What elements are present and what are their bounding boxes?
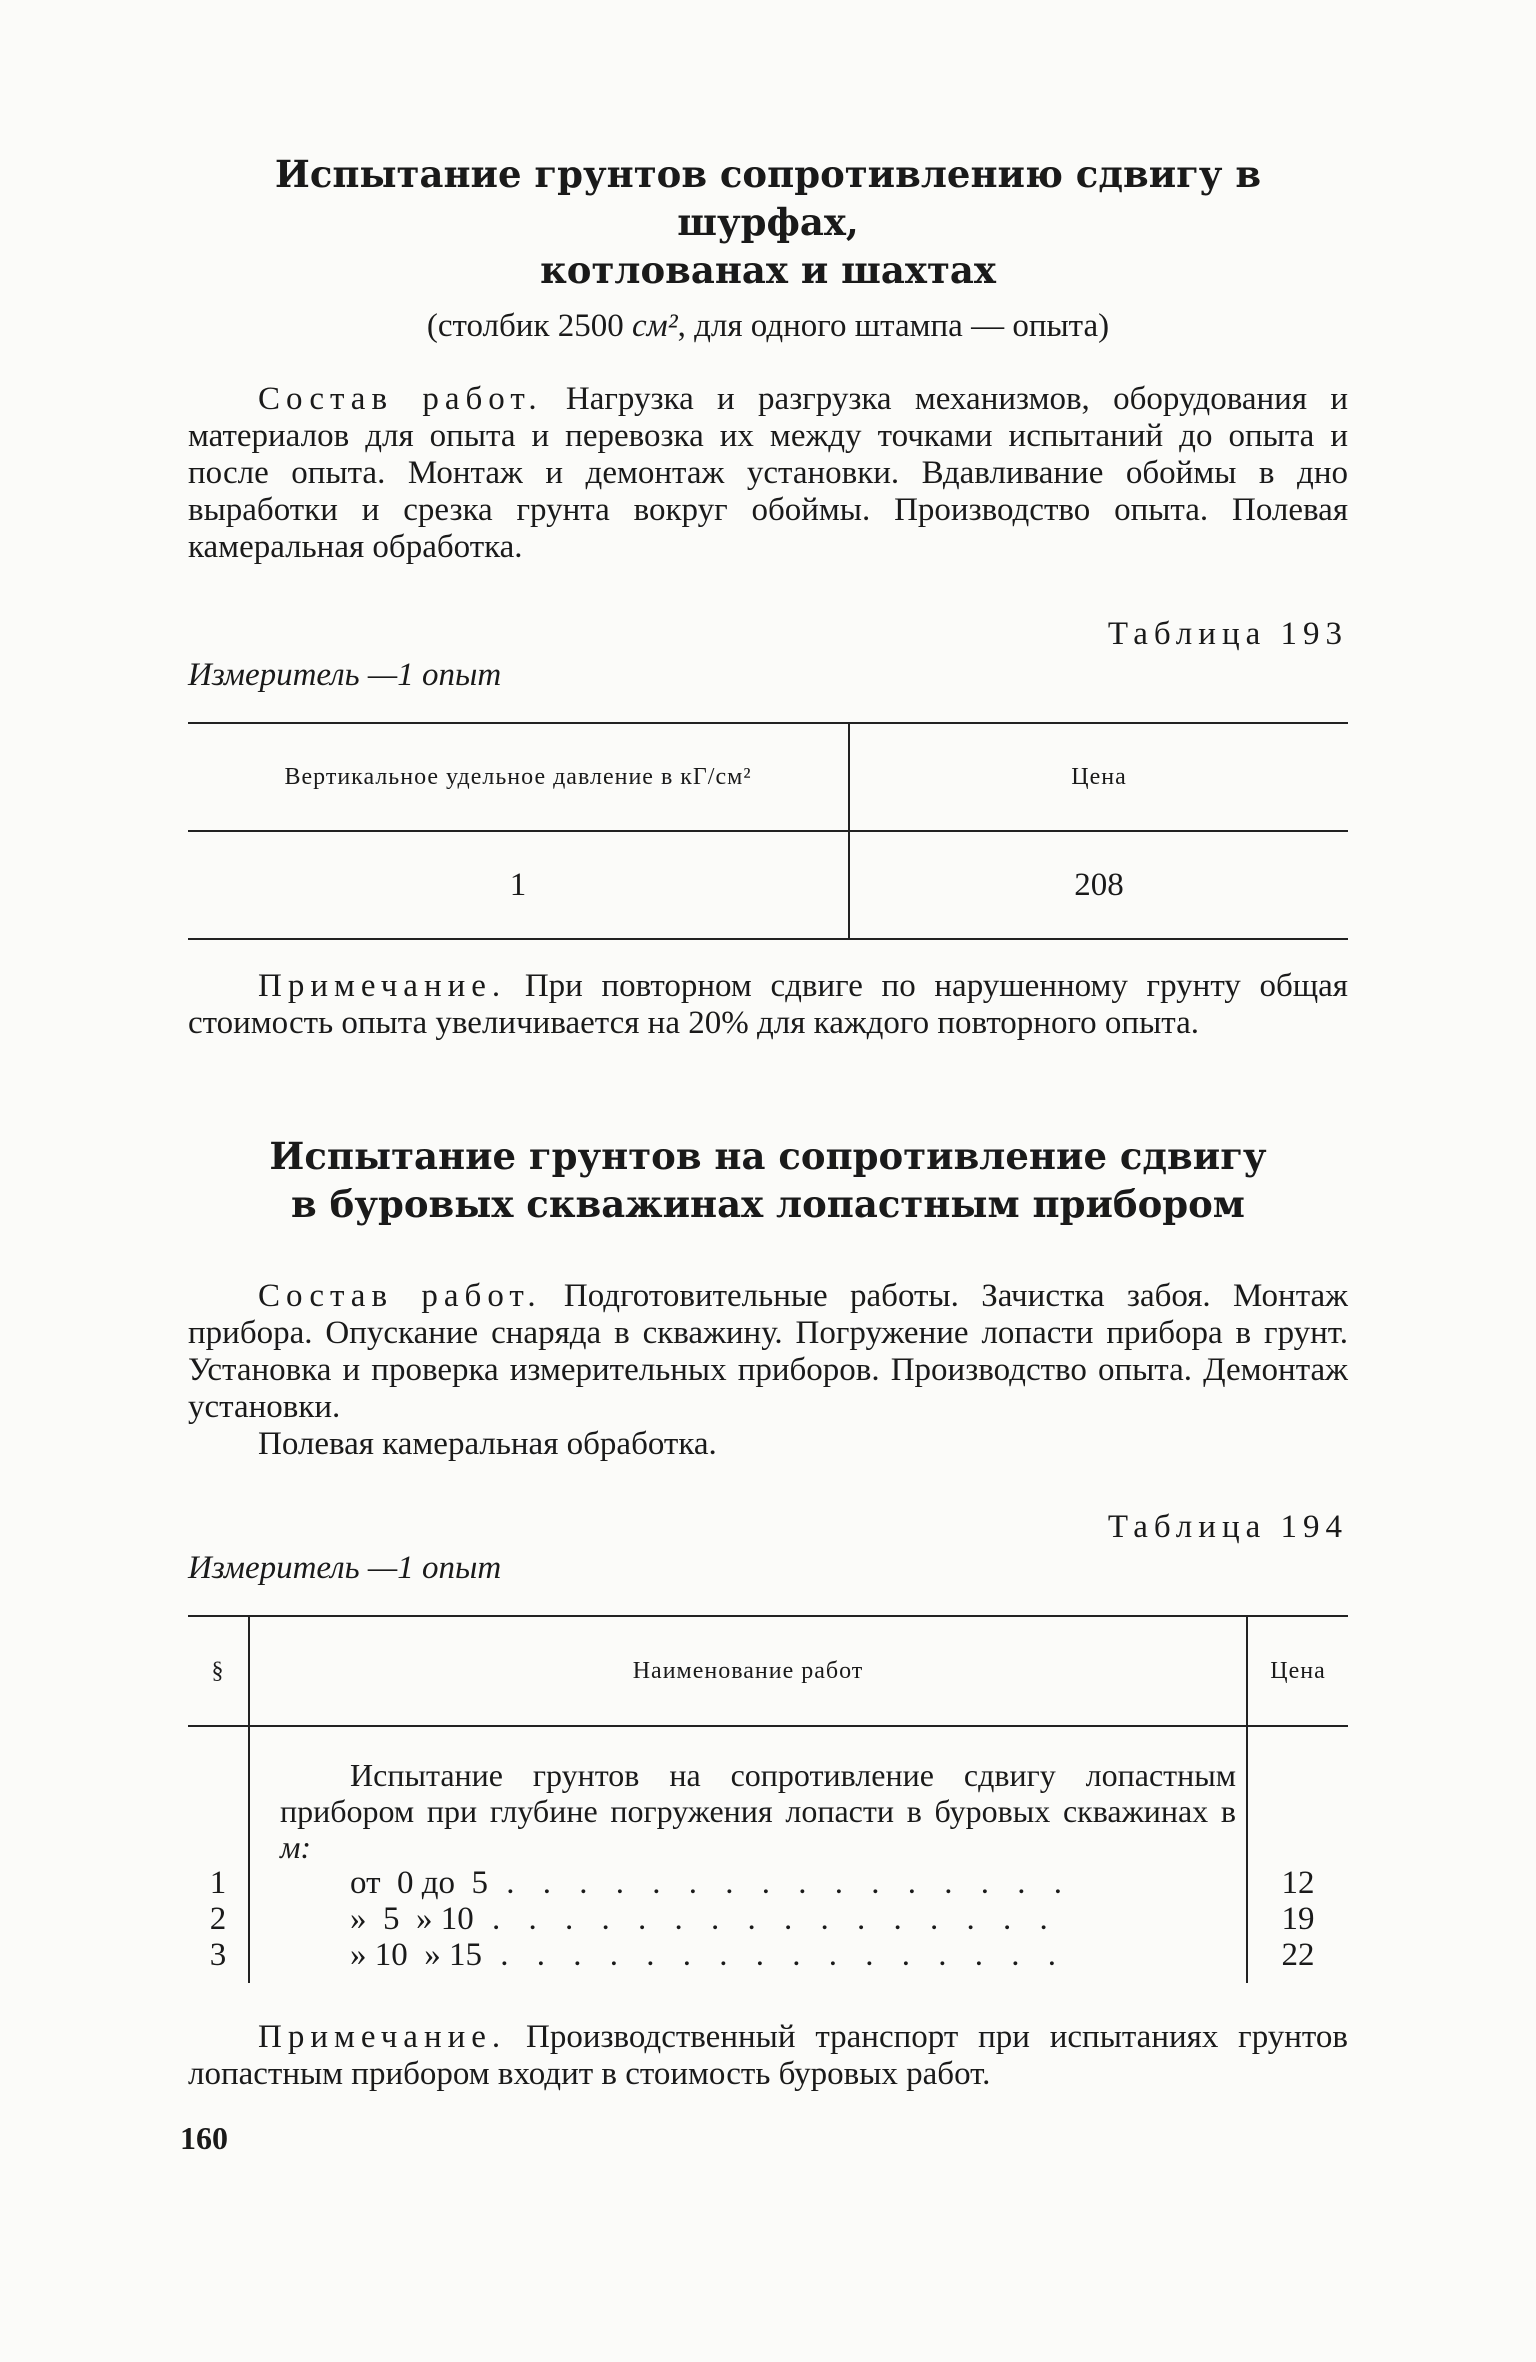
dot-leader: . . . . . . . . . . . . . . . .	[473, 1901, 1058, 1937]
section-1-note	[188, 968, 1348, 1042]
note-label: Примечание.	[258, 2019, 507, 2055]
table-row	[188, 1901, 1348, 1937]
section-1-title-line-2: котлованах и шахтах	[540, 248, 996, 292]
table-193-measure: Измеритель —1 опыт	[188, 657, 502, 693]
section-2-title-line-1: Испытание грунтов на сопротивление сдвигу	[269, 1134, 1267, 1178]
row-price: 19	[1247, 1901, 1348, 1937]
dot-leader: . . . . . . . . . . . . . . . .	[488, 1865, 1073, 1901]
subtitle-suffix: , для одного штампа — опыта)	[677, 308, 1110, 344]
section-2	[188, 1132, 1348, 2093]
row-number: 1	[209, 1865, 227, 1901]
row-label: от 0 до 5	[350, 1865, 489, 1901]
table-194-measure: Измеритель —1 опыт	[188, 1550, 502, 1586]
table-row	[188, 1937, 1348, 1983]
table-193-header-price: Цена	[849, 723, 1348, 831]
table-194	[188, 1615, 1348, 1983]
note-text: При повторном сдвиге по нарушенному грунту общая стоимость опыта увеличивается на 20% для каждого повторного опыта.	[188, 968, 1348, 1041]
table-193-label: Таблица 193	[1107, 616, 1348, 652]
section-1-subtitle	[188, 308, 1348, 345]
row-price: 12	[1247, 1865, 1348, 1901]
table-row	[188, 1865, 1348, 1901]
table-194-header-name: Наименование работ	[249, 1616, 1247, 1726]
composition-text: Нагрузка и разгрузка механизмов, оборудования и материалов для опыта и перевозка их между точками испытаний до опыта и после опыта. Монтаж и демонтаж установки. Вдавливание обоймы в дно выработки и срезка грунта вокруг обоймы. Производство опыта. Полевая камеральная обработка.	[188, 381, 1348, 565]
row-label: » 5 » 10	[350, 1901, 474, 1937]
section-2-title-line-2: в буровых скважинах лопастным прибором	[291, 1182, 1245, 1226]
table-193-cell-pressure: 1	[509, 866, 527, 903]
composition-label: Состав работ.	[258, 381, 543, 417]
row-price: 22	[1247, 1937, 1348, 1983]
section-1-title-line-1: Испытание грунтов сопротивлению сдвигу в шурфах,	[274, 152, 1262, 244]
section-1-composition	[188, 381, 1348, 566]
page	[188, 150, 1348, 2093]
note-label: Примечание.	[258, 968, 507, 1004]
table-193	[188, 722, 1348, 940]
table-194-label: Таблица 194	[1107, 1509, 1348, 1545]
row-number: 3	[209, 1937, 227, 1973]
section-2-note	[188, 2019, 1348, 2093]
composition-label: Состав работ.	[258, 1278, 542, 1314]
composition-text: Подготовительные работы. Зачистка забоя. Монтаж прибора. Опускание снаряда в скважину. Погружение лопасти прибора в грунт. Установка и проверка измерительных приборов. Производство опыта. Демонтаж установки.	[188, 1278, 1348, 1425]
section-1	[188, 150, 1348, 1042]
row-number: 2	[209, 1901, 227, 1937]
note-text: Производственный транспорт при испытаниях грунтов лопастным прибором входит в стоимость буровых работ.	[188, 2019, 1348, 2092]
table-193-header-pressure: Вертикальное удельное давление в кГ/см²	[284, 763, 752, 790]
section-2-composition-2: Полевая камеральная обработка.	[258, 1426, 717, 1462]
table-193-cell-price: 208	[849, 831, 1348, 939]
table-194-description: Испытание грунтов на сопротивление сдвигу лопастным прибором при глубине погружения лопасти в буровых скважинах в м:	[280, 1757, 1236, 1865]
table-194-header-price: Цена	[1247, 1616, 1348, 1726]
table-194-header-section: §	[211, 1657, 225, 1684]
subtitle-prefix: (столбик 2500	[426, 308, 632, 344]
row-label: » 10 » 15	[350, 1937, 482, 1973]
subtitle-unit: см²	[632, 308, 678, 344]
page-number: 160	[180, 2120, 228, 2156]
section-2-composition	[188, 1278, 1348, 1426]
dot-leader: . . . . . . . . . . . . . . . .	[482, 1937, 1066, 1973]
